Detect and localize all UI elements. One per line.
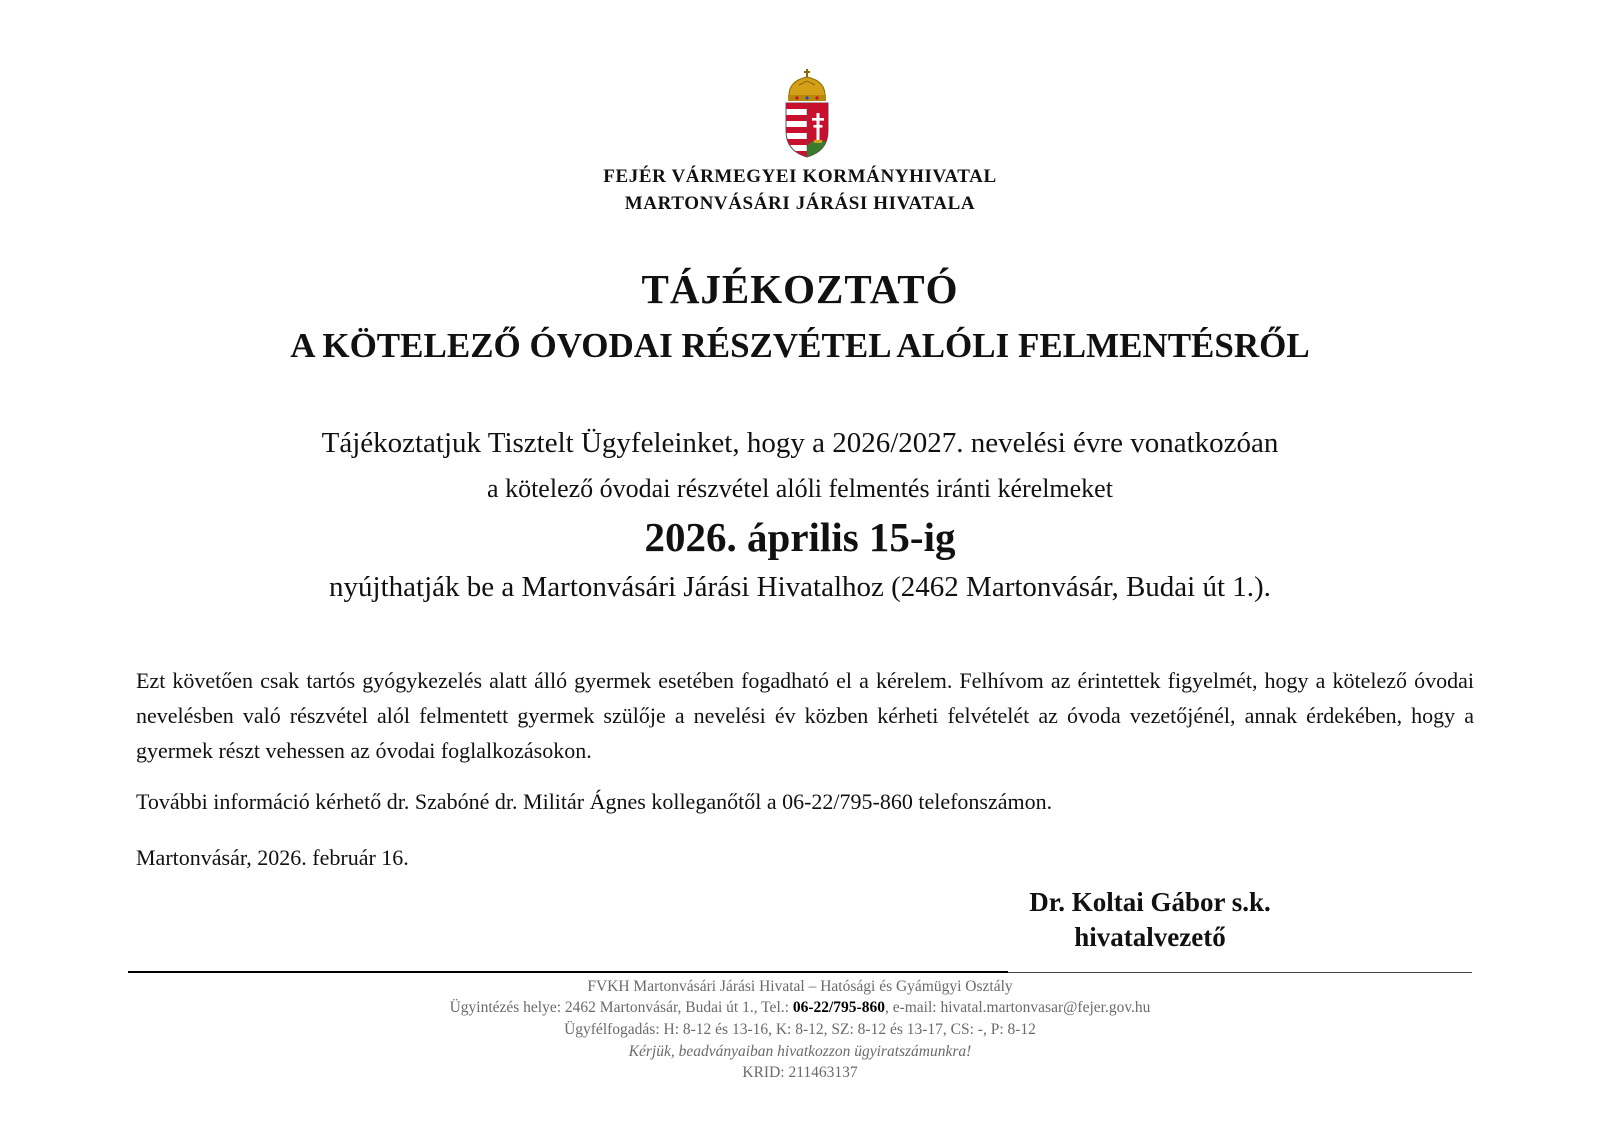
hungarian-coat-of-arms-icon [783,67,831,159]
intro-line-1: Tájékoztatjuk Tisztelt Ügyfeleinket, hogy a 2026/2027. nevelési évre vonatkozóan [321,427,1279,459]
signatory-name: Dr. Koltai Gábor s.k. [1029,887,1271,917]
footer-address: Ügyintézés helye: 2462 Martonvásár, Budai út 1., Tel.: [449,999,793,1016]
document-subtitle: A KÖTELEZŐ ÓVODAI RÉSZVÉTEL ALÓLI FELMENTÉSRŐL [290,326,1310,365]
footer-contact [0,999,1600,1017]
footer-phone: 06-22/795-860 [792,999,885,1016]
footer-divider [128,971,1008,973]
footer-krid: KRID: 211463137 [742,1064,858,1081]
intro-line-3: nyújthatják be a Martonvásári Járási Hivatalhoz (2462 Martonvásár, Budai út 1.). [329,571,1271,603]
footer-email: , e-mail: hivatal.martonvasar@fejer.gov.hu [884,999,1151,1016]
office-subname: MARTONVÁSÁRI JÁRÁSI HIVATALA [624,193,976,214]
office-name: FEJÉR VÁRMEGYEI KORMÁNYHIVATAL [603,166,997,187]
footer-reference-note: Kérjük, beadványaiban hivatkozzon ügyiratszámunkra! [628,1043,972,1060]
body-paragraph-1: Ezt követően csak tartós gyógykezelés alatt álló gyermek esetében fogadható el a kérelem. Felhívom az érintettek figyelmét, hogy a kötelező óvodai nevelésben való részvétel alól felmentett gyermek szülője a nevelési év közben kérheti felvételét az óvoda vezetőjénél, annak érdekében, hogy a gyermek részt vehessen az óvodai foglalkozásokon. [136,668,1474,763]
place-and-date: Martonvásár, 2026. február 16. [136,845,409,870]
signatory-role: hivatalvezető [1074,922,1226,952]
intro-line-2: a kötelező óvodai részvétel alóli felmentés iránti kérelmeket [487,474,1113,503]
footer-office-hours: Ügyfélfogadás: H: 8-12 és 13-16, K: 8-12, SZ: 8-12 és 13-17, CS: -, P: 8-12 [564,1021,1036,1038]
deadline-date: 2026. április 15-ig [644,514,956,560]
footer-department: FVKH Martonvásári Járási Hivatal – Hatósági és Gyámügyi Osztály [587,978,1013,995]
body-paragraph-2: További információ kérhető dr. Szabóné dr. Militár Ágnes kolleganőtől a 06-22/795-860 telefonszámon. [136,789,1053,814]
footer-divider-thin [1008,972,1472,973]
document-title: TÁJÉKOZTATÓ [641,266,959,312]
